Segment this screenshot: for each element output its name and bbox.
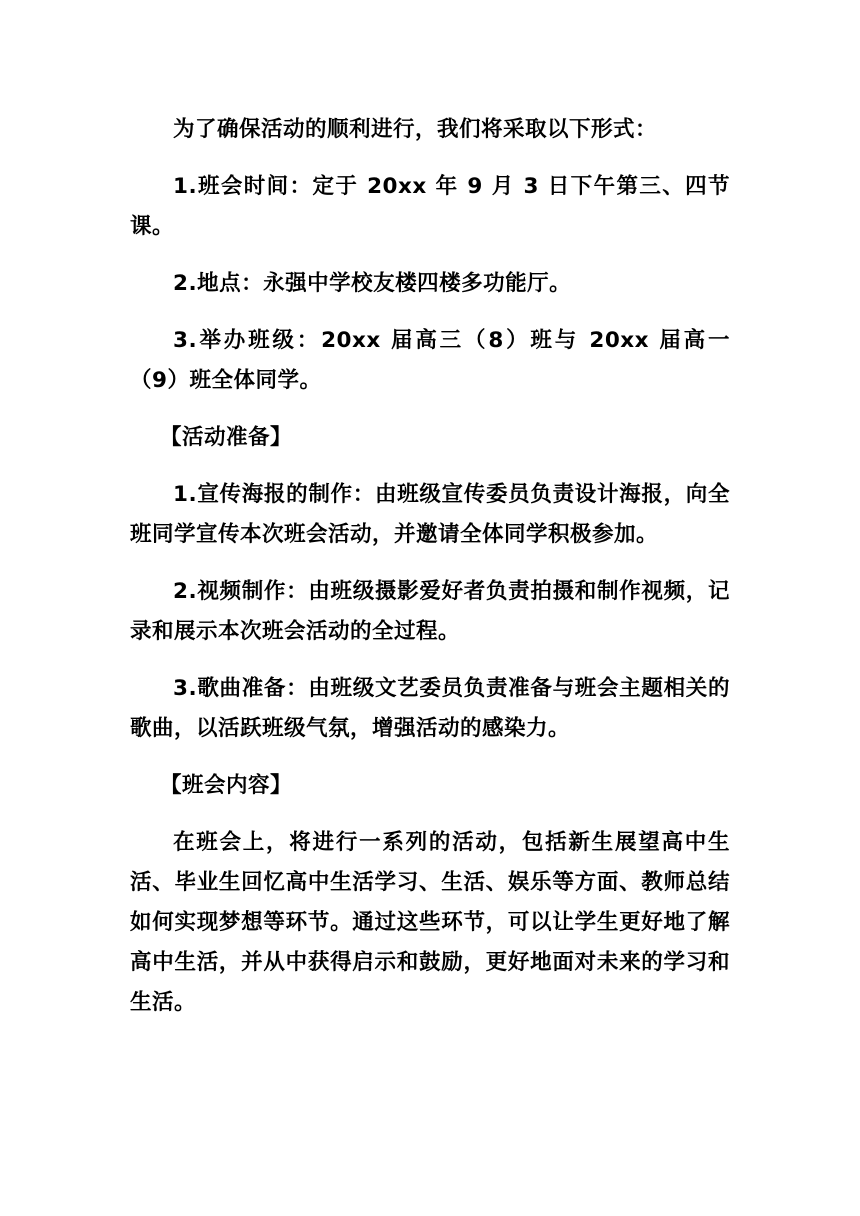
participating-classes-item: 3.举办班级：20xx 届高三（8）班与 20xx 届高一（9）班全体同学。 (130, 328, 730, 393)
song-preparation-item: 3.歌曲准备：由班级文艺委员负责准备与班会主题相关的歌曲，以活跃班级气氛，增强活动的感染力。 (130, 676, 730, 741)
section-heading-preparation: 【活动准备】 (160, 425, 293, 450)
location-item: 2.地点：永强中学校友楼四楼多功能厅。 (173, 271, 572, 296)
content-paragraph: 在班会上，将进行一系列的活动，包括新生展望高中生活、毕业生回忆高中生活学习、生活、娱乐等方面、教师总结如何实现梦想等环节。通过这些环节，可以让学生更好地了解高中生活，并从中获得启示和鼓励，更好地面对未来的学习和生活。 (130, 830, 730, 1015)
intro-paragraph: 为了确保活动的顺利进行，我们将采取以下形式： (173, 117, 658, 142)
section-heading-content: 【班会内容】 (160, 773, 293, 798)
poster-preparation-item: 1.宣传海报的制作：由班级宣传委员负责设计海报，向全班同学宣传本次班会活动，并邀请全体同学积极参加。 (130, 482, 730, 547)
document-body (130, 110, 730, 1040)
video-preparation-item: 2.视频制作：由班级摄影爱好者负责拍摄和制作视频，记录和展示本次班会活动的全过程。 (130, 579, 730, 644)
meeting-time-item: 1.班会时间：定于 20xx 年 9 月 3 日下午第三、四节课。 (130, 174, 730, 239)
